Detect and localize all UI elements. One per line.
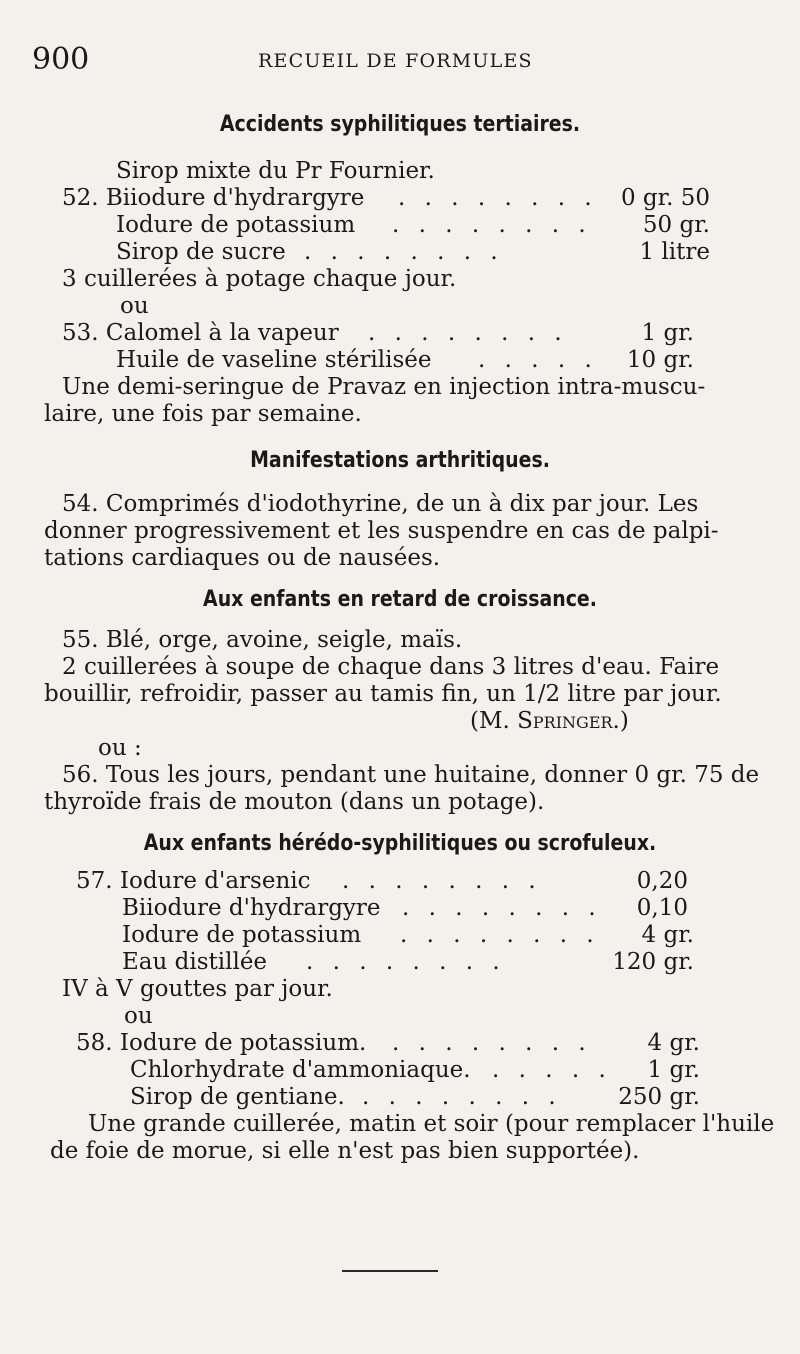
amount-53: 1 gr.: [641, 320, 694, 346]
or-separator: ou: [120, 293, 149, 319]
leader-dots: . . . . . . . .: [402, 895, 602, 921]
amount: 50 gr.: [642, 212, 710, 238]
ingredient-line: Chlorhydrate d'ammoniaque.: [130, 1057, 471, 1083]
section-heading-hereditary: Aux enfants hérédo-syphilitiques ou scrofuleux.: [143, 831, 657, 856]
section-heading-tertiary: Accidents syphilitiques tertiaires.: [219, 112, 581, 137]
ingredient-line: Huile de vaseline stérilisée: [116, 347, 432, 373]
body-line: thyroïde frais de mouton (dans un potage).: [44, 789, 545, 815]
leader-dots: . . . . . . . .: [398, 185, 598, 211]
formula-line-56: 56. Tous les jours, pendant une huitaine, donner 0 gr. 75 de: [62, 762, 760, 788]
end-rule: [342, 1270, 438, 1272]
or-separator: ou: [124, 1003, 153, 1029]
attribution: (M. Springer.): [470, 708, 629, 734]
body-line: 2 cuillerées à soupe de chaque dans 3 litres d'eau. Faire: [62, 654, 720, 680]
leader-dots: . . . . . . . .: [400, 922, 600, 948]
leader-dots: . . . . .: [492, 1057, 612, 1083]
ingredient-line: Iodure de potassium: [116, 212, 356, 238]
amount: 120 gr.: [612, 949, 694, 975]
section-heading-growth: Aux enfants en retard de croissance.: [203, 587, 597, 612]
section-heading-arthritic: Manifestations arthritiques.: [250, 448, 550, 473]
leader-dots: . . . . .: [478, 347, 598, 373]
body-line: Une demi-seringue de Pravaz en injection intra-muscu-: [62, 374, 706, 400]
formula-line-58: 58. Iodure de potassium.: [76, 1030, 367, 1056]
amount-58: 4 gr.: [647, 1030, 700, 1056]
formula-line-55: 55. Blé, orge, avoine, seigle, maïs.: [62, 627, 463, 653]
leader-dots: . . . . . . . .: [306, 949, 506, 975]
amount: 1 litre: [639, 239, 710, 265]
body-line: laire, une fois par semaine.: [44, 401, 362, 427]
amount-52: 0 gr. 50: [620, 185, 710, 211]
amount: 10 gr.: [626, 347, 694, 373]
body-line: donner progressivement et les suspendre en cas de palpi-: [44, 518, 719, 544]
amount: 0,10: [636, 895, 688, 921]
formula-title: Sirop mixte du Pr Fournier.: [116, 158, 435, 184]
or-separator: ou :: [98, 735, 142, 761]
formula-line-53: 53. Calomel à la vapeur: [62, 320, 339, 346]
dosage-line: 3 cuillerées à potage chaque jour.: [62, 266, 457, 292]
ingredient-line: Sirop de sucre: [116, 239, 286, 265]
leader-dots: . . . . . . . .: [392, 1030, 592, 1056]
ingredient-line: Iodure de potassium: [122, 922, 362, 948]
amount: 250 gr.: [618, 1084, 700, 1110]
formula-line-52: 52. Biiodure d'hydrargyre: [62, 185, 365, 211]
amount: 1 gr.: [647, 1057, 700, 1083]
amount: 4 gr.: [641, 922, 694, 948]
amount-57: 0,20: [636, 868, 688, 894]
body-line: de foie de morue, si elle n'est pas bien supportée).: [50, 1138, 640, 1164]
leader-dots: . . . . . . . .: [368, 320, 568, 346]
body-line: bouillir, refroidir, passer au tamis fin, un 1/2 litre par jour.: [44, 681, 722, 707]
dosage-line: IV à V gouttes par jour.: [62, 976, 333, 1002]
body-line: Une grande cuillerée, matin et soir (pour remplacer l'huile: [88, 1111, 775, 1137]
formula-line-57: 57. Iodure d'arsenic: [76, 868, 311, 894]
leader-dots: . . . . . . . .: [392, 212, 592, 238]
ingredient-line: Eau distillée: [122, 949, 268, 975]
leader-dots: . . . . . . . .: [362, 1084, 562, 1110]
leader-dots: . . . . . . . .: [342, 868, 542, 894]
ingredient-line: Biiodure d'hydrargyre: [122, 895, 381, 921]
ingredient-line: Sirop de gentiane.: [130, 1084, 345, 1110]
leader-dots: . . . . . . . .: [304, 239, 504, 265]
running-head: RECUEIL DE FORMULES: [258, 50, 533, 72]
formula-line-54: 54. Comprimés d'iodothyrine, de un à dix par jour. Les: [62, 491, 699, 517]
page-number: 900: [32, 42, 90, 77]
body-line: tations cardiaques ou de nausées.: [44, 545, 441, 571]
